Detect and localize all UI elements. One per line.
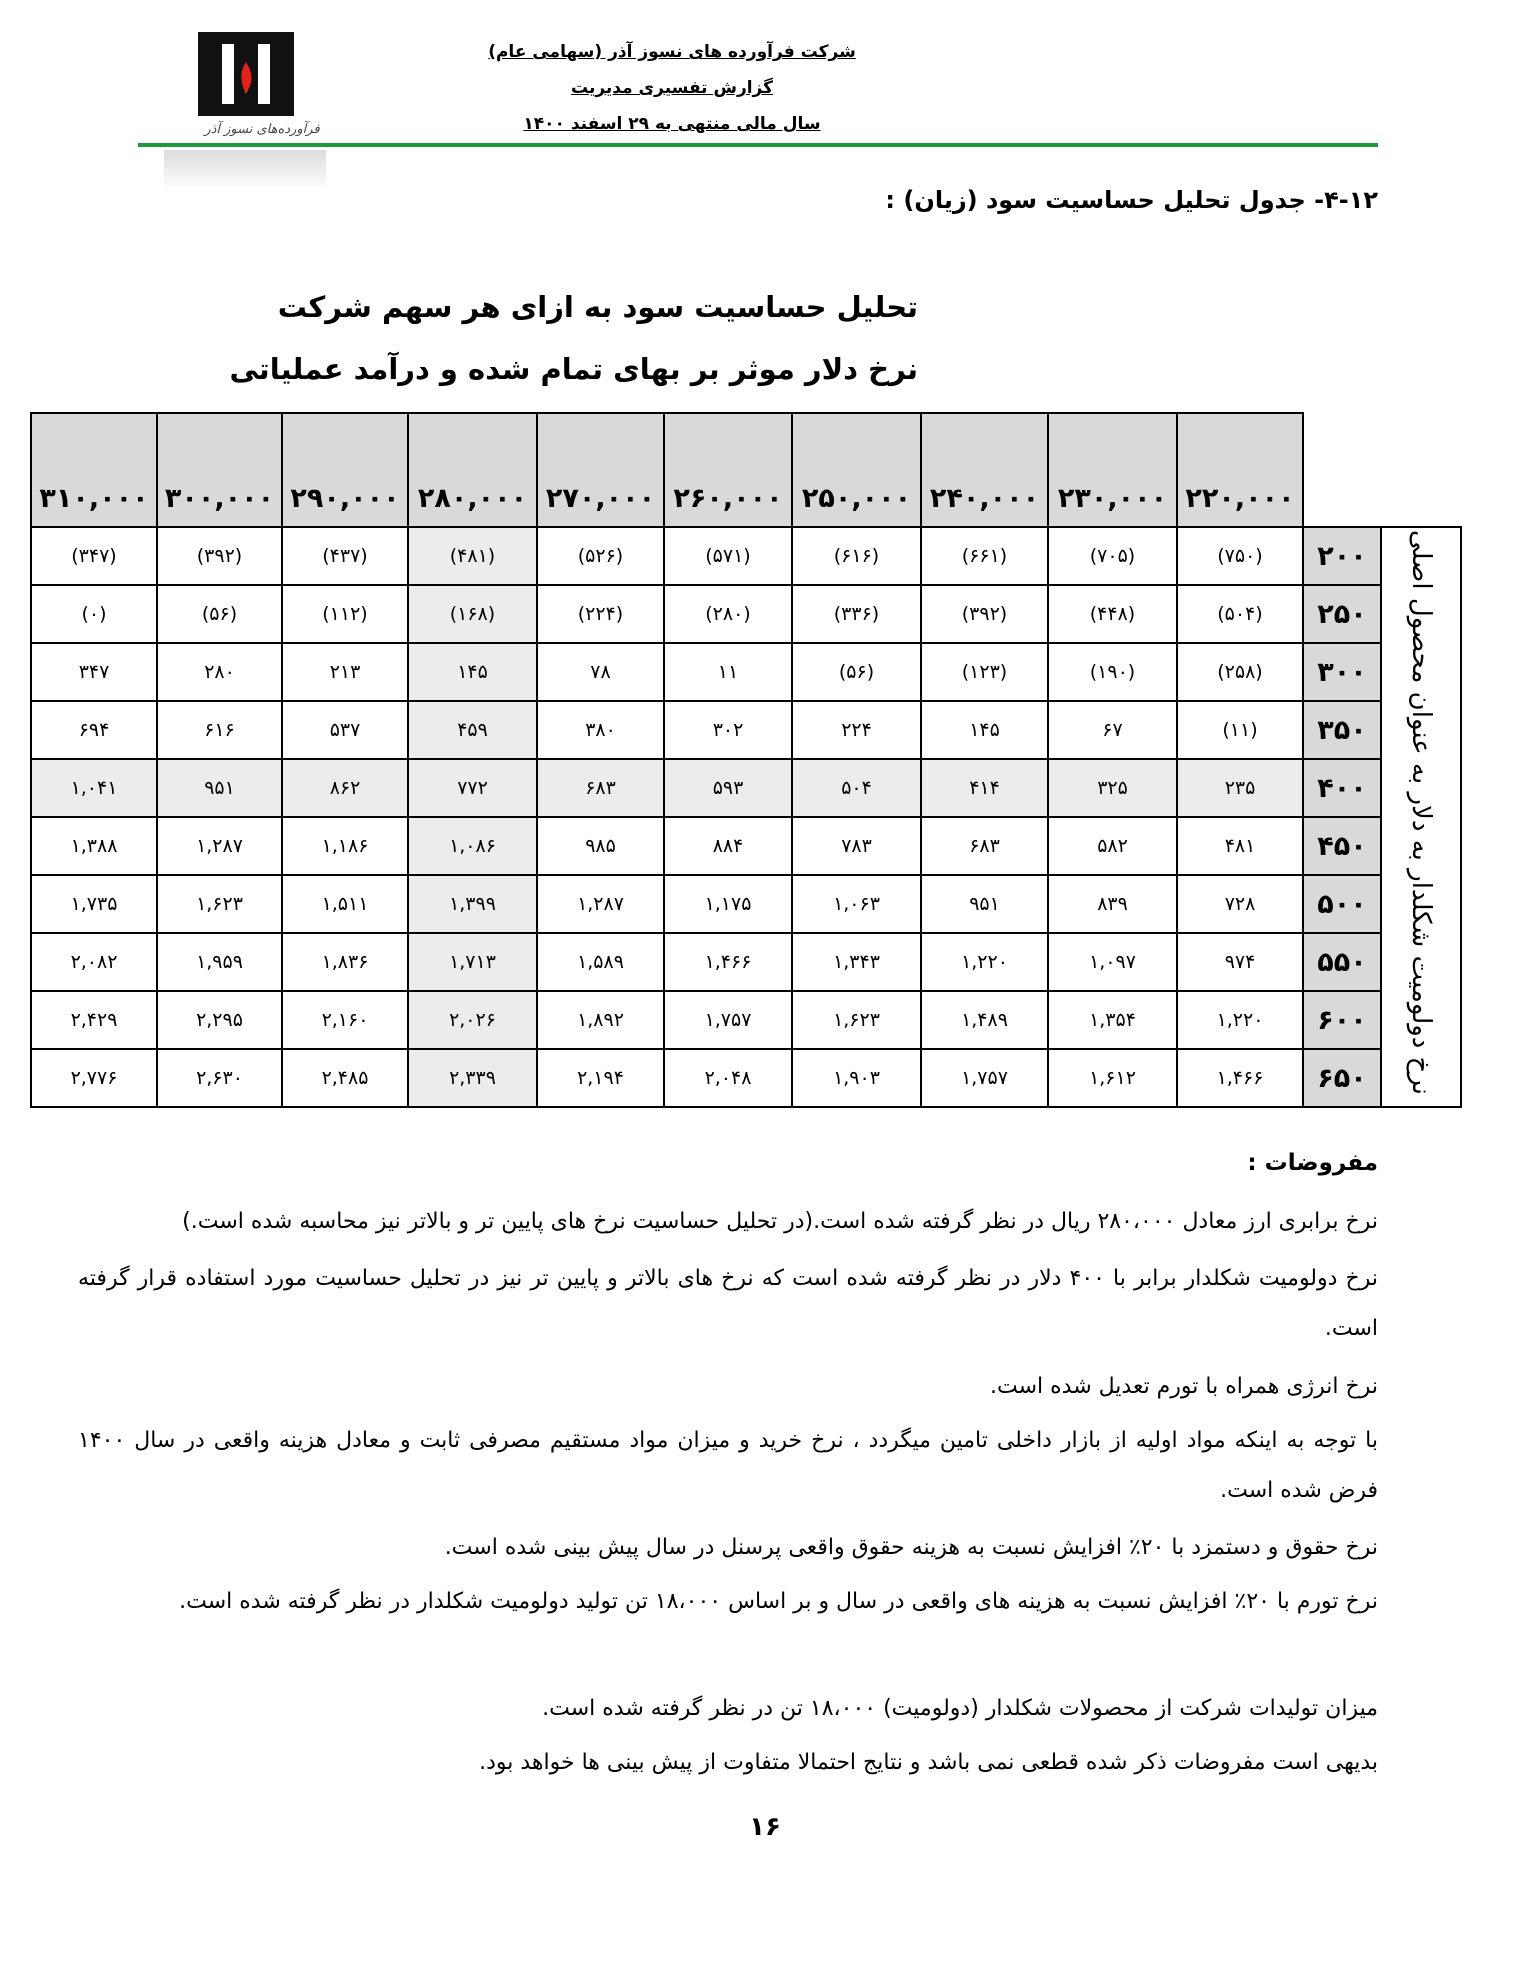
assumption-item: بدیهی است مفروضات ذکر شده قطعی نمی باشد و نتایج احتمالا متفاوت از پیش بینی ها خواهد بود.	[479, 1750, 1378, 1775]
section-title: ۴-۱۲- جدول تحلیل حساسیت سود (زیان) :	[885, 186, 1378, 214]
table-cell: ۱,۳۸۸	[31, 817, 157, 875]
table-cell: (۱۶۸)	[408, 585, 537, 643]
table-cell: (۰)	[31, 585, 157, 643]
table-cell: (۲۵۸)	[1177, 643, 1303, 701]
table-cell: (۲۸۰)	[664, 585, 792, 643]
table-row	[31, 991, 1461, 1049]
table-cell: ۱,۵۸۹	[537, 933, 664, 991]
table-cell: ۲,۰۲۶	[408, 991, 537, 1049]
table-cell: ۱,۰۶۳	[792, 875, 921, 933]
table-title: تحلیل حساسیت سود به ازای هر سهم شرکت	[277, 290, 918, 324]
table-cell: ۱,۲۲۰	[1177, 991, 1303, 1049]
table-cell: ۶۱۶	[157, 701, 282, 759]
table-cell: (۱۲۳)	[921, 643, 1048, 701]
table-cell: ۱,۷۵۷	[664, 991, 792, 1049]
table-cell: ۲,۶۳۰	[157, 1049, 282, 1107]
column-header: ۳۰۰,۰۰۰	[157, 413, 282, 527]
assumption-item: نرخ انرژی همراه با تورم تعدیل شده است.	[989, 1374, 1378, 1399]
report-name: گزارش تفسیری مدیریت	[570, 78, 774, 98]
table-row	[31, 817, 1461, 875]
table-cell: ۲,۷۷۶	[31, 1049, 157, 1107]
table-cell: ۱,۳۵۴	[1048, 991, 1177, 1049]
table-cell: ۵۰۴	[792, 759, 921, 817]
table-cell: (۶۱۶)	[792, 527, 921, 585]
table-cell: ۱,۵۱۱	[282, 875, 408, 933]
table-cell: ۱,۷۱۳	[408, 933, 537, 991]
assumptions-title: مفروضات :	[1247, 1150, 1378, 1176]
sensitivity-table	[30, 412, 1462, 1108]
table-row	[31, 643, 1461, 701]
row-header: ۶۵۰	[1303, 1049, 1381, 1107]
table-cell: ۱,۸۹۲	[537, 991, 664, 1049]
table-cell: (۷۵۰)	[1177, 527, 1303, 585]
column-header: ۲۲۰,۰۰۰	[1177, 413, 1303, 527]
column-header: ۲۸۰,۰۰۰	[408, 413, 537, 527]
column-header: ۲۳۰,۰۰۰	[1048, 413, 1177, 527]
table-cell: (۲۲۴)	[537, 585, 664, 643]
side-axis-label: نرخ دولومیت شکلدار به دلار به عنوان محصول اصلی	[1406, 529, 1436, 1095]
empty-corner	[1303, 413, 1381, 527]
table-cell: ۱,۲۸۷	[157, 817, 282, 875]
table-cell: (۵۶)	[157, 585, 282, 643]
table-cell: (۴۴۸)	[1048, 585, 1177, 643]
table-cell: ۱,۸۳۶	[282, 933, 408, 991]
table-cell: ۶۹۴	[31, 701, 157, 759]
table-cell: (۶۶۱)	[921, 527, 1048, 585]
table-cell: ۲۳۵	[1177, 759, 1303, 817]
table-cell: ۸۸۴	[664, 817, 792, 875]
column-header: ۳۱۰,۰۰۰	[31, 413, 157, 527]
assumption-item: نرخ دولومیت شکلدار برابر با ۴۰۰ دلار در نظر گرفته شده است که نرخ های بالاتر و پایین تر نیز در تحلیل حساسیت مورد استفاده قرار گرفته است.	[78, 1266, 1378, 1341]
table-cell: ۵۳۷	[282, 701, 408, 759]
assumption-item: نرخ برابری ارز معادل ۲۸۰،۰۰۰ ریال در نظر گرفته شده است.(در تحلیل حساسیت نرخ های پایین تر و بالاتر نیز محاسبه شده است.)	[182, 1209, 1378, 1234]
table-cell: ۷۸	[537, 643, 664, 701]
table-row	[31, 701, 1461, 759]
table-cell: (۳۹۲)	[157, 527, 282, 585]
page-number: ۱۶	[749, 1812, 781, 1842]
table-cell: (۵۷۱)	[664, 527, 792, 585]
table-cell: ۱,۱۸۶	[282, 817, 408, 875]
report-period: سال مالی منتهی به ۲۹ اسفند ۱۴۰۰	[523, 114, 821, 134]
row-header: ۴۵۰	[1303, 817, 1381, 875]
table-row	[31, 933, 1461, 991]
table-cell: ۷۲۸	[1177, 875, 1303, 933]
table-row	[31, 875, 1461, 933]
table-cell: ۱,۰۸۶	[408, 817, 537, 875]
table-cell: (۱۱)	[1177, 701, 1303, 759]
table-cell: ۱,۶۲۳	[157, 875, 282, 933]
table-cell: ۱,۹۰۳	[792, 1049, 921, 1107]
assumption-item: نرخ حقوق و دستمزد با ۲۰٪ افزایش نسبت به هزینه حقوق واقعی پرسنل در سال پیش بینی شده است.	[444, 1535, 1378, 1560]
table-cell: ۷۸۳	[792, 817, 921, 875]
table-cell: ۶۸۳	[921, 817, 1048, 875]
row-header: ۶۰۰	[1303, 991, 1381, 1049]
table-cell: (۴۸۱)	[408, 527, 537, 585]
table-cell: ۹۸۵	[537, 817, 664, 875]
table-cell: ۲,۴۲۹	[31, 991, 157, 1049]
table-cell: ۲۸۰	[157, 643, 282, 701]
table-cell: ۱,۲۸۷	[537, 875, 664, 933]
table-cell: ۴۱۴	[921, 759, 1048, 817]
table-cell: ۱,۳۹۹	[408, 875, 537, 933]
table-cell: (۱۱۲)	[282, 585, 408, 643]
table-cell: (۷۰۵)	[1048, 527, 1177, 585]
table-cell: ۱,۴۶۶	[1177, 1049, 1303, 1107]
company-name: شرکت فرآورده های نسوز آذر (سهامی عام)	[488, 42, 856, 62]
table-cell: ۱,۶۱۲	[1048, 1049, 1177, 1107]
table-cell: ۳۲۵	[1048, 759, 1177, 817]
row-header: ۵۵۰	[1303, 933, 1381, 991]
row-header: ۴۰۰	[1303, 759, 1381, 817]
table-cell: ۶۷	[1048, 701, 1177, 759]
table-cell: ۵۹۳	[664, 759, 792, 817]
table-cell: ۸۶۲	[282, 759, 408, 817]
table-cell: ۲,۰۴۸	[664, 1049, 792, 1107]
table-cell: (۵۶)	[792, 643, 921, 701]
table-cell: ۱,۷۵۷	[921, 1049, 1048, 1107]
table-cell: ۲,۴۸۵	[282, 1049, 408, 1107]
table-cell: ۱,۲۲۰	[921, 933, 1048, 991]
table-row	[31, 1049, 1461, 1107]
table-cell: (۳۴۷)	[31, 527, 157, 585]
table-cell: ۲,۱۶۰	[282, 991, 408, 1049]
row-header: ۳۵۰	[1303, 701, 1381, 759]
table-cell: (۵۰۴)	[1177, 585, 1303, 643]
logo-text: فرآورده‌های نسوز آذر	[204, 122, 320, 137]
table-cell: ۱۱	[664, 643, 792, 701]
logo-shadow	[164, 150, 326, 190]
table-cell: ۲,۲۹۵	[157, 991, 282, 1049]
table-cell: ۵۸۲	[1048, 817, 1177, 875]
assumption-item: میزان تولیدات شرکت از محصولات شکلدار (دولومیت) ۱۸،۰۰۰ تن در نظر گرفته شده است.	[542, 1696, 1378, 1721]
header-divider	[138, 143, 1378, 147]
column-header: ۲۷۰,۰۰۰	[537, 413, 664, 527]
table-cell: ۶۸۳	[537, 759, 664, 817]
table-cell: ۹۵۱	[921, 875, 1048, 933]
empty-corner	[1381, 413, 1461, 527]
column-header: ۲۴۰,۰۰۰	[921, 413, 1048, 527]
side-axis-cell	[1381, 527, 1461, 1107]
column-header: ۲۶۰,۰۰۰	[664, 413, 792, 527]
row-header: ۵۰۰	[1303, 875, 1381, 933]
table-cell: ۳۸۰	[537, 701, 664, 759]
table-cell: ۹۷۴	[1177, 933, 1303, 991]
table-cell: ۱,۴۸۹	[921, 991, 1048, 1049]
table-cell: ۱۴۵	[408, 643, 537, 701]
table-cell: ۲,۱۹۴	[537, 1049, 664, 1107]
table-cell: ۷۷۲	[408, 759, 537, 817]
table-cell: ۱,۶۲۳	[792, 991, 921, 1049]
table-cell: ۱,۷۳۵	[31, 875, 157, 933]
table-cell: ۲۱۳	[282, 643, 408, 701]
assumption-item: با توجه به اینکه مواد اولیه از بازار داخلی تامین میگردد ، نرخ خرید و میزان مواد مستقیم مصرفی ثابت و معادل هزینه واقعی در سال ۱۴۰۰ فرض شده است.	[78, 1428, 1378, 1503]
table-cell: (۵۲۶)	[537, 527, 664, 585]
table-cell: ۹۵۱	[157, 759, 282, 817]
table-cell: ۱,۰۹۷	[1048, 933, 1177, 991]
table-row	[31, 759, 1461, 817]
table-cell: ۳۰۲	[664, 701, 792, 759]
table-cell: ۱,۰۴۱	[31, 759, 157, 817]
table-cell: ۴۸۱	[1177, 817, 1303, 875]
table-cell: ۲۲۴	[792, 701, 921, 759]
table-cell: (۳۹۲)	[921, 585, 1048, 643]
row-header: ۲۵۰	[1303, 585, 1381, 643]
table-row	[31, 527, 1461, 585]
table-cell: ۱۴۵	[921, 701, 1048, 759]
assumption-item: نرخ تورم با ۲۰٪ افزایش نسبت به هزینه های واقعی در سال و بر اساس ۱۸،۰۰۰ تن تولید دولومیت شکلدار در نظر گرفته شده است.	[179, 1589, 1378, 1614]
table-cell: ۱,۳۴۳	[792, 933, 921, 991]
column-header: ۲۹۰,۰۰۰	[282, 413, 408, 527]
table-cell: (۴۳۷)	[282, 527, 408, 585]
table-cell: ۱,۴۶۶	[664, 933, 792, 991]
table-cell: ۳۴۷	[31, 643, 157, 701]
table-cell: ۱,۹۵۹	[157, 933, 282, 991]
row-header: ۲۰۰	[1303, 527, 1381, 585]
table-cell: (۱۹۰)	[1048, 643, 1177, 701]
table-header-row	[31, 413, 1461, 527]
table-cell: ۲,۰۸۲	[31, 933, 157, 991]
company-logo	[198, 32, 294, 116]
table-cell: (۳۳۶)	[792, 585, 921, 643]
logo-mark-icon	[198, 32, 294, 116]
column-header: ۲۵۰,۰۰۰	[792, 413, 921, 527]
table-cell: ۸۳۹	[1048, 875, 1177, 933]
row-header: ۳۰۰	[1303, 643, 1381, 701]
table-cell: ۱,۱۷۵	[664, 875, 792, 933]
table-cell: ۴۵۹	[408, 701, 537, 759]
table-cell: ۲,۳۳۹	[408, 1049, 537, 1107]
table-row	[31, 585, 1461, 643]
table-subtitle: نرخ دلار موثر بر بهای تمام شده و درآمد عملیاتی	[229, 352, 918, 386]
